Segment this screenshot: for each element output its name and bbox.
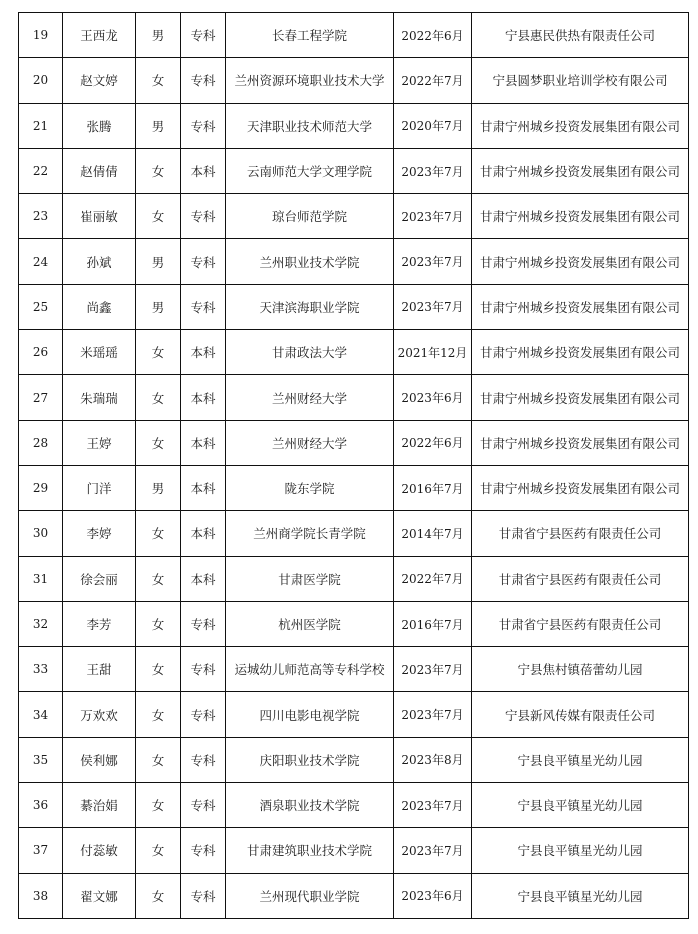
education-level: 专科	[181, 13, 226, 58]
education-level: 本科	[181, 330, 226, 375]
education-level: 专科	[181, 873, 226, 918]
table-row	[19, 692, 689, 737]
person-name: 张腾	[63, 103, 136, 148]
gender: 女	[136, 330, 181, 375]
school-name: 四川电影电视学院	[226, 692, 394, 737]
table-row	[19, 556, 689, 601]
table-row	[19, 284, 689, 329]
graduation-date: 2023年8月	[394, 737, 472, 782]
gender: 女	[136, 873, 181, 918]
employer-name: 宁县良平镇星光幼儿园	[472, 828, 689, 873]
gender: 女	[136, 420, 181, 465]
graduation-date: 2021年12月	[394, 330, 472, 375]
school-name: 甘肃医学院	[226, 556, 394, 601]
school-name: 兰州商学院长青学院	[226, 511, 394, 556]
graduation-date: 2023年7月	[394, 783, 472, 828]
person-name: 付蕊敏	[63, 828, 136, 873]
employer-name: 甘肃宁州城乡投资发展集团有限公司	[472, 194, 689, 239]
row-number: 32	[19, 601, 63, 646]
graduation-date: 2023年7月	[394, 284, 472, 329]
person-name: 侯利娜	[63, 737, 136, 782]
employer-name: 宁县良平镇星光幼儿园	[472, 737, 689, 782]
person-name: 赵文婷	[63, 58, 136, 103]
person-name: 徐会丽	[63, 556, 136, 601]
education-level: 专科	[181, 828, 226, 873]
employer-name: 宁县圆梦职业培训学校有限公司	[472, 58, 689, 103]
table-row	[19, 511, 689, 556]
graduation-date: 2022年7月	[394, 58, 472, 103]
table-row	[19, 239, 689, 284]
school-name: 兰州现代职业学院	[226, 873, 394, 918]
school-name: 甘肃政法大学	[226, 330, 394, 375]
gender: 女	[136, 692, 181, 737]
person-name: 朱瑞瑞	[63, 375, 136, 420]
person-name: 孙斌	[63, 239, 136, 284]
employer-name: 甘肃宁州城乡投资发展集团有限公司	[472, 330, 689, 375]
row-number: 26	[19, 330, 63, 375]
school-name: 天津滨海职业学院	[226, 284, 394, 329]
table-row	[19, 737, 689, 782]
gender: 女	[136, 601, 181, 646]
table-row	[19, 103, 689, 148]
person-name: 米瑶瑶	[63, 330, 136, 375]
table-row	[19, 375, 689, 420]
gender: 男	[136, 465, 181, 510]
gender: 女	[136, 737, 181, 782]
row-number: 23	[19, 194, 63, 239]
education-level: 本科	[181, 511, 226, 556]
personnel-table	[18, 12, 689, 919]
row-number: 29	[19, 465, 63, 510]
graduation-date: 2014年7月	[394, 511, 472, 556]
graduation-date: 2016年7月	[394, 465, 472, 510]
school-name: 酒泉职业技术学院	[226, 783, 394, 828]
graduation-date: 2023年7月	[394, 239, 472, 284]
row-number: 25	[19, 284, 63, 329]
employer-name: 甘肃宁州城乡投资发展集团有限公司	[472, 239, 689, 284]
school-name: 长春工程学院	[226, 13, 394, 58]
table-row	[19, 828, 689, 873]
person-name: 王婷	[63, 420, 136, 465]
row-number: 22	[19, 148, 63, 193]
employer-name: 甘肃宁州城乡投资发展集团有限公司	[472, 465, 689, 510]
row-number: 24	[19, 239, 63, 284]
graduation-date: 2023年7月	[394, 692, 472, 737]
gender: 女	[136, 556, 181, 601]
table-row	[19, 601, 689, 646]
person-name: 翟文娜	[63, 873, 136, 918]
gender: 男	[136, 103, 181, 148]
gender: 男	[136, 239, 181, 284]
person-name: 李婷	[63, 511, 136, 556]
education-level: 专科	[181, 692, 226, 737]
graduation-date: 2023年6月	[394, 375, 472, 420]
school-name: 琼台师范学院	[226, 194, 394, 239]
graduation-date: 2022年6月	[394, 420, 472, 465]
graduation-date: 2020年7月	[394, 103, 472, 148]
employer-name: 甘肃宁州城乡投资发展集团有限公司	[472, 375, 689, 420]
school-name: 陇东学院	[226, 465, 394, 510]
education-level: 本科	[181, 465, 226, 510]
table-row	[19, 465, 689, 510]
gender: 女	[136, 647, 181, 692]
employer-name: 宁县新风传媒有限责任公司	[472, 692, 689, 737]
employer-name: 宁县良平镇星光幼儿园	[472, 873, 689, 918]
education-level: 专科	[181, 284, 226, 329]
table-body	[19, 13, 689, 919]
employer-name: 宁县良平镇星光幼儿园	[472, 783, 689, 828]
gender: 女	[136, 511, 181, 556]
employer-name: 甘肃省宁县医药有限责任公司	[472, 601, 689, 646]
education-level: 本科	[181, 148, 226, 193]
employer-name: 甘肃省宁县医药有限责任公司	[472, 556, 689, 601]
table-row	[19, 420, 689, 465]
person-name: 綦治娟	[63, 783, 136, 828]
person-name: 赵倩倩	[63, 148, 136, 193]
employer-name: 甘肃省宁县医药有限责任公司	[472, 511, 689, 556]
person-name: 王甜	[63, 647, 136, 692]
row-number: 33	[19, 647, 63, 692]
employer-name: 甘肃宁州城乡投资发展集团有限公司	[472, 103, 689, 148]
graduation-date: 2023年7月	[394, 194, 472, 239]
education-level: 专科	[181, 601, 226, 646]
table-row	[19, 330, 689, 375]
table-row	[19, 873, 689, 918]
gender: 女	[136, 148, 181, 193]
row-number: 35	[19, 737, 63, 782]
table-row	[19, 58, 689, 103]
gender: 女	[136, 783, 181, 828]
person-name: 尚鑫	[63, 284, 136, 329]
gender: 女	[136, 828, 181, 873]
row-number: 36	[19, 783, 63, 828]
person-name: 崔丽敏	[63, 194, 136, 239]
school-name: 云南师范大学文理学院	[226, 148, 394, 193]
gender: 女	[136, 194, 181, 239]
education-level: 专科	[181, 647, 226, 692]
row-number: 21	[19, 103, 63, 148]
school-name: 杭州医学院	[226, 601, 394, 646]
graduation-date: 2016年7月	[394, 601, 472, 646]
education-level: 本科	[181, 420, 226, 465]
employer-name: 甘肃宁州城乡投资发展集团有限公司	[472, 148, 689, 193]
row-number: 28	[19, 420, 63, 465]
gender: 男	[136, 284, 181, 329]
graduation-date: 2022年6月	[394, 13, 472, 58]
school-name: 兰州财经大学	[226, 420, 394, 465]
table-row	[19, 13, 689, 58]
gender: 男	[136, 13, 181, 58]
row-number: 31	[19, 556, 63, 601]
education-level: 专科	[181, 239, 226, 284]
graduation-date: 2023年7月	[394, 148, 472, 193]
row-number: 20	[19, 58, 63, 103]
school-name: 兰州财经大学	[226, 375, 394, 420]
row-number: 19	[19, 13, 63, 58]
graduation-date: 2023年7月	[394, 828, 472, 873]
school-name: 庆阳职业技术学院	[226, 737, 394, 782]
table-row	[19, 194, 689, 239]
employer-name: 甘肃宁州城乡投资发展集团有限公司	[472, 420, 689, 465]
person-name: 李芳	[63, 601, 136, 646]
school-name: 甘肃建筑职业技术学院	[226, 828, 394, 873]
person-name: 王西龙	[63, 13, 136, 58]
employer-name: 宁县焦村镇蓓蕾幼儿园	[472, 647, 689, 692]
table-row	[19, 148, 689, 193]
education-level: 本科	[181, 375, 226, 420]
graduation-date: 2022年7月	[394, 556, 472, 601]
education-level: 专科	[181, 783, 226, 828]
education-level: 专科	[181, 737, 226, 782]
education-level: 本科	[181, 556, 226, 601]
education-level: 专科	[181, 58, 226, 103]
school-name: 运城幼儿师范高等专科学校	[226, 647, 394, 692]
person-name: 门洋	[63, 465, 136, 510]
education-level: 专科	[181, 194, 226, 239]
gender: 女	[136, 375, 181, 420]
graduation-date: 2023年7月	[394, 647, 472, 692]
row-number: 27	[19, 375, 63, 420]
row-number: 34	[19, 692, 63, 737]
employer-name: 宁县惠民供热有限责任公司	[472, 13, 689, 58]
graduation-date: 2023年6月	[394, 873, 472, 918]
row-number: 38	[19, 873, 63, 918]
school-name: 天津职业技术师范大学	[226, 103, 394, 148]
education-level: 专科	[181, 103, 226, 148]
gender: 女	[136, 58, 181, 103]
school-name: 兰州资源环境职业技术大学	[226, 58, 394, 103]
row-number: 30	[19, 511, 63, 556]
person-name: 万欢欢	[63, 692, 136, 737]
table-row	[19, 783, 689, 828]
employer-name: 甘肃宁州城乡投资发展集团有限公司	[472, 284, 689, 329]
row-number: 37	[19, 828, 63, 873]
school-name: 兰州职业技术学院	[226, 239, 394, 284]
table-row	[19, 647, 689, 692]
